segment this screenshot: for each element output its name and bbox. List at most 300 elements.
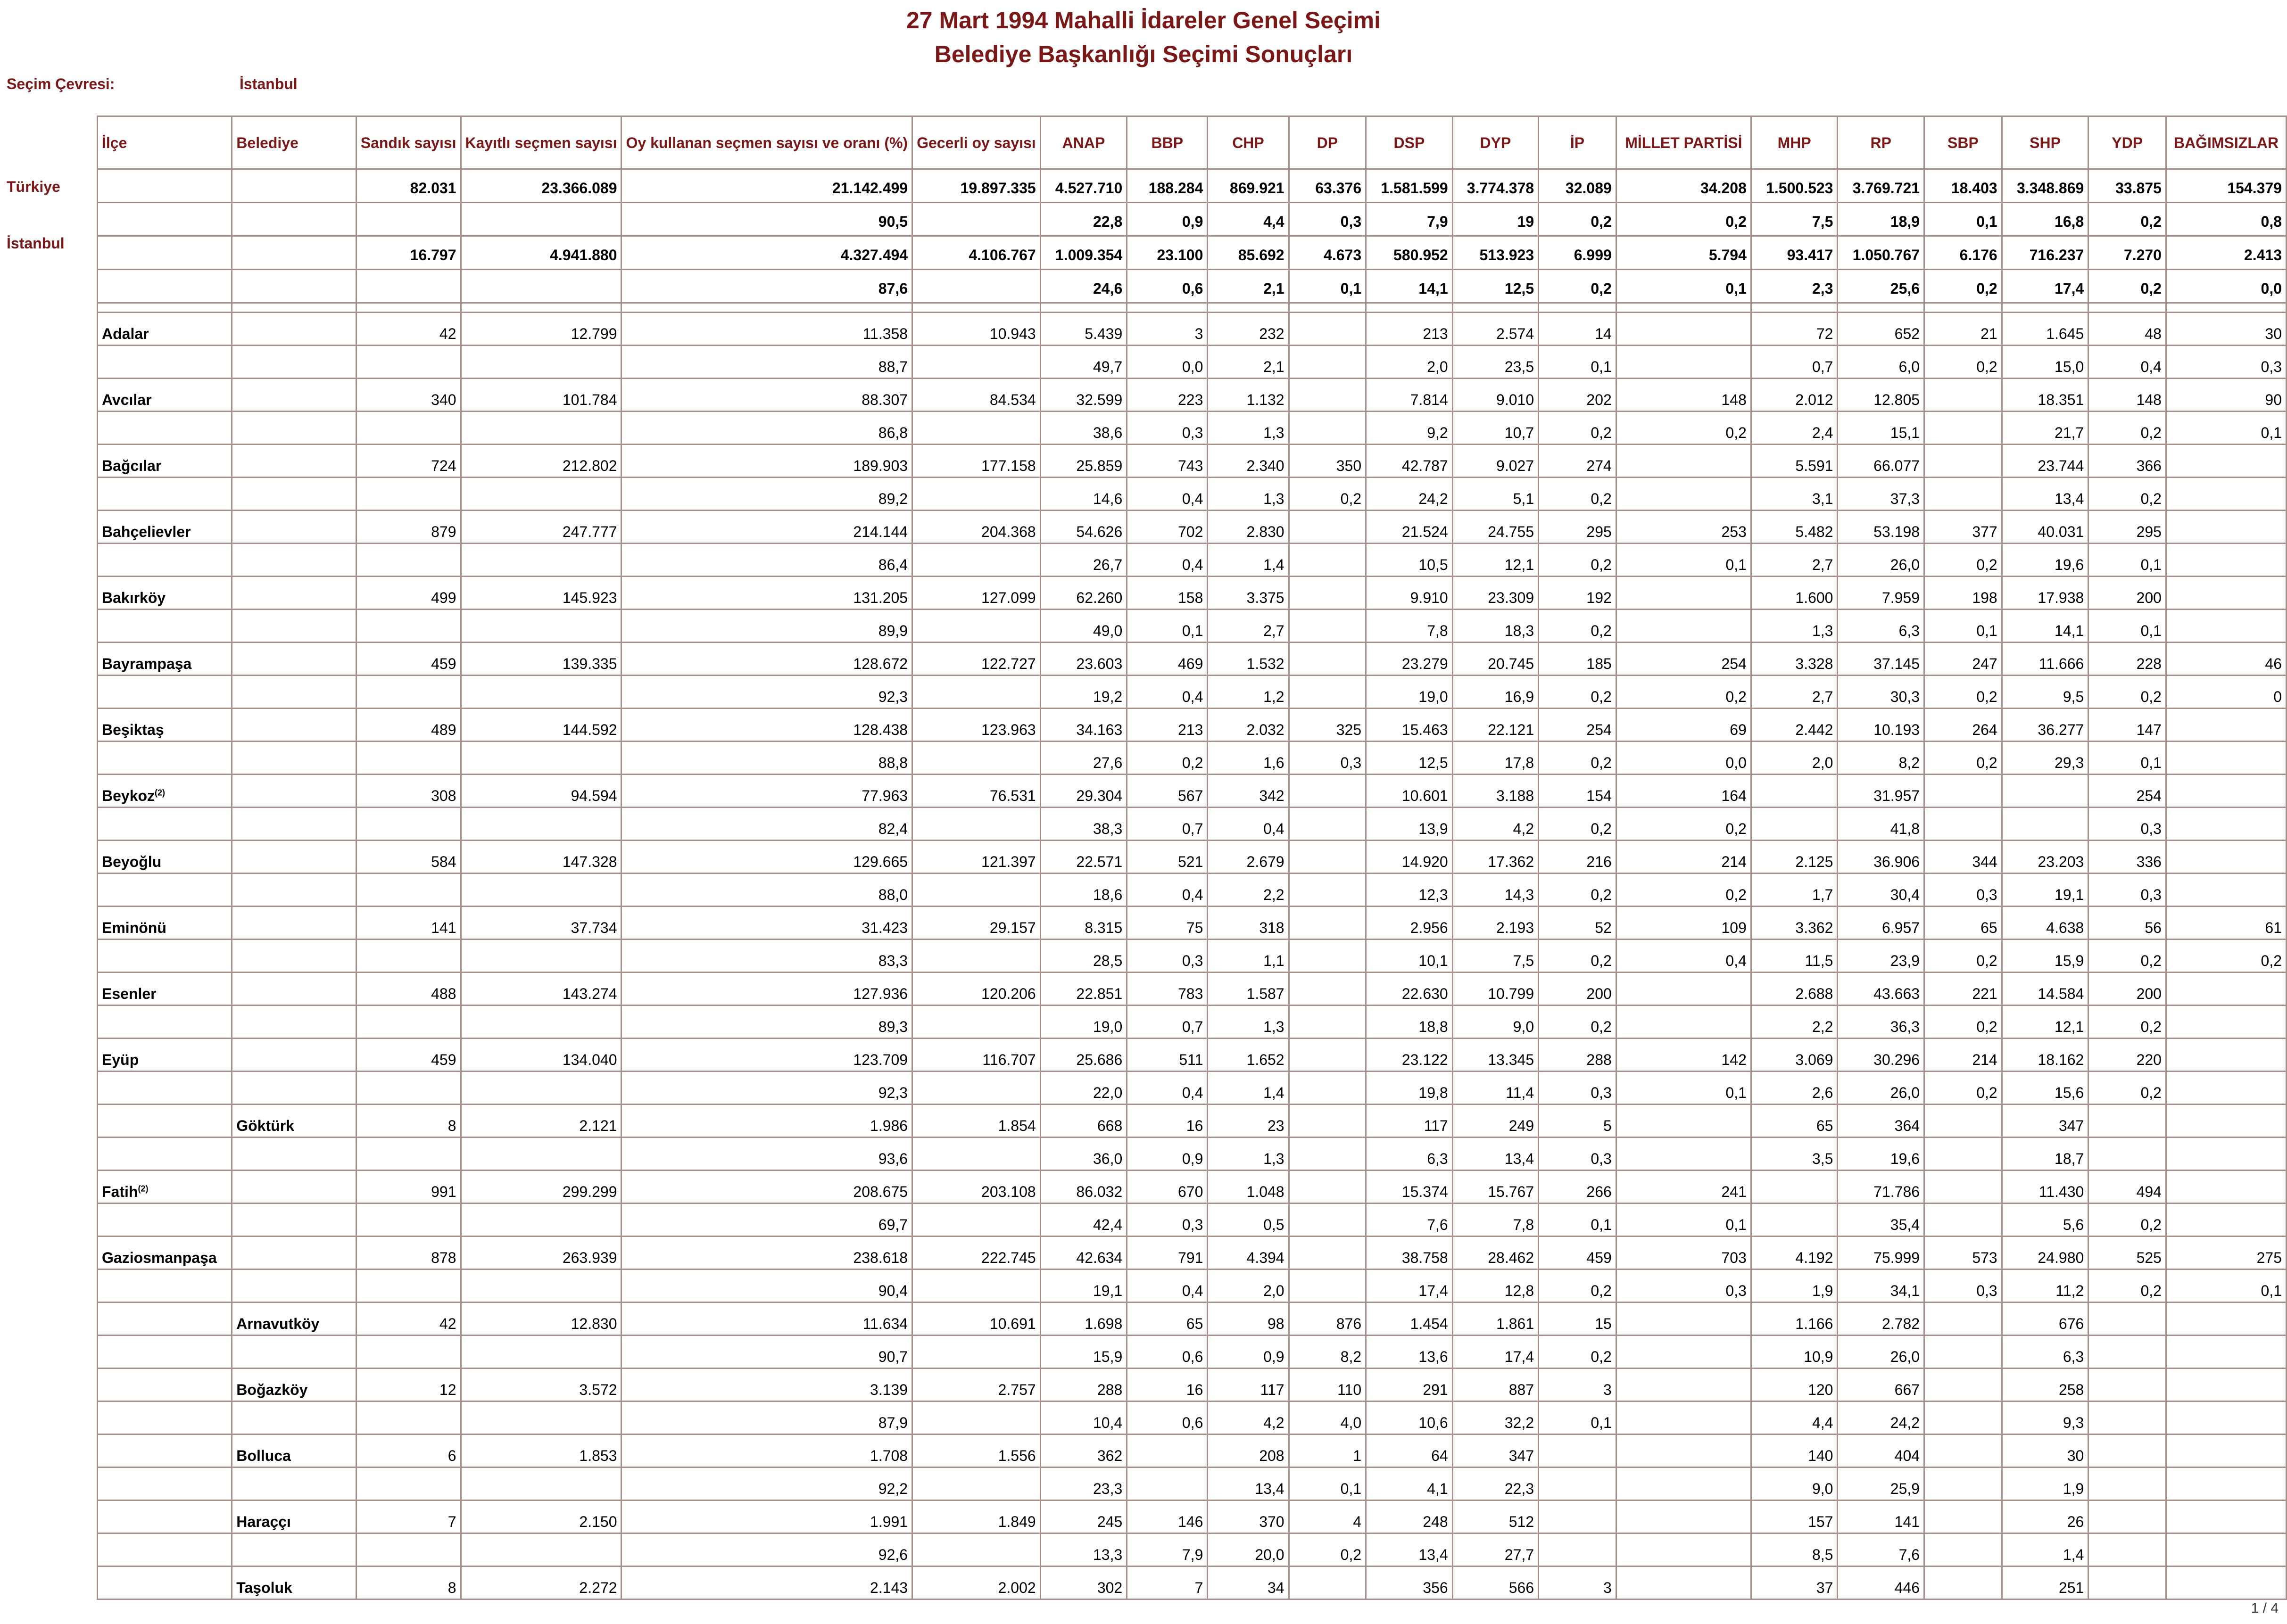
- total-value-cell: 4.327.494: [621, 236, 912, 270]
- percent-cell: 19,0: [1366, 676, 1453, 709]
- count-cell: 122.727: [912, 643, 1041, 676]
- count-cell: 2.012: [1751, 379, 1838, 412]
- percent-cell: 0,2: [1289, 478, 1366, 511]
- count-cell: 667: [1838, 1368, 1924, 1401]
- count-cell: [2166, 1105, 2286, 1138]
- count-cell: 117: [1366, 1105, 1453, 1138]
- count-cell: 325: [1289, 709, 1366, 742]
- column-header: BAĞIMSIZLAR: [2166, 116, 2286, 169]
- percent-cell: 8,5: [1751, 1533, 1838, 1566]
- count-cell: 254: [1539, 709, 1616, 742]
- empty-cell: [98, 940, 232, 973]
- percent-cell: 0,4: [1127, 544, 1208, 577]
- municipality-name-cell: Taşoluk: [232, 1566, 356, 1599]
- total-value-cell: [232, 203, 356, 236]
- count-cell: 23.603: [1040, 643, 1127, 676]
- count-cell: 86.032: [1040, 1171, 1127, 1204]
- total-value-cell: [98, 270, 232, 303]
- percent-cell: 0,4: [2088, 346, 2166, 379]
- count-cell: 142: [1616, 1039, 1751, 1072]
- percent-cell: 19,8: [1366, 1072, 1453, 1105]
- percent-cell: 27,7: [1452, 1533, 1538, 1566]
- percent-cell: 86,8: [621, 412, 912, 445]
- count-cell: 202: [1539, 379, 1616, 412]
- percent-cell: 0,2: [2088, 1270, 2166, 1302]
- percent-cell: 0,4: [1127, 1270, 1208, 1302]
- percent-cell: 0,1: [1289, 1467, 1366, 1500]
- count-cell: [1616, 1434, 1751, 1467]
- percent-cell: 83,3: [621, 940, 912, 973]
- percent-cell: 0,2: [1289, 1533, 1366, 1566]
- count-cell: 25.686: [1040, 1039, 1127, 1072]
- spacer-cell: [1127, 303, 1208, 313]
- district-counts-row: [98, 1368, 2287, 1401]
- count-cell: [2166, 1368, 2286, 1401]
- percent-cell: [356, 1335, 461, 1368]
- count-cell: 1.854: [912, 1105, 1041, 1138]
- total-value-cell: 3.348.869: [2002, 169, 2088, 203]
- district-counts-row: [98, 1500, 2287, 1533]
- percent-cell: [1289, 676, 1366, 709]
- district-name-cell: [98, 313, 232, 346]
- count-cell: 17.362: [1452, 841, 1538, 874]
- percent-cell: 18,7: [2002, 1138, 2088, 1171]
- district-name-cell: [98, 1171, 232, 1204]
- count-cell: 10.799: [1452, 973, 1538, 1006]
- district-name-cell: [98, 643, 232, 676]
- percent-cell: 0,2: [1924, 1072, 2002, 1105]
- percent-cell: 0,7: [1127, 1006, 1208, 1039]
- count-cell: 7.959: [1838, 577, 1924, 610]
- percent-cell: 6,3: [1366, 1138, 1453, 1171]
- municipality-name-cell: [232, 445, 356, 478]
- count-cell: 75: [1127, 907, 1208, 940]
- percent-cell: [2002, 808, 2088, 841]
- count-cell: 254: [2088, 775, 2166, 808]
- count-cell: 144.592: [461, 709, 621, 742]
- count-cell: 2.757: [912, 1368, 1041, 1401]
- count-cell: [2166, 1302, 2286, 1335]
- count-cell: [1539, 1500, 1616, 1533]
- count-cell: [1289, 1237, 1366, 1270]
- percent-cell: 15,0: [2002, 346, 2088, 379]
- count-cell: 214: [1616, 841, 1751, 874]
- count-cell: 192: [1539, 577, 1616, 610]
- municipality-name-cell: [232, 313, 356, 346]
- empty-cell: [98, 1533, 232, 1566]
- percent-cell: [1616, 1533, 1751, 1566]
- percent-cell: [912, 676, 1041, 709]
- percent-cell: [461, 1204, 621, 1237]
- percent-cell: 0,1: [1924, 610, 2002, 643]
- count-cell: [2088, 1105, 2166, 1138]
- count-cell: 254: [1616, 643, 1751, 676]
- count-cell: [2166, 577, 2286, 610]
- percent-cell: 18,6: [1040, 874, 1127, 907]
- count-cell: 17.938: [2002, 577, 2088, 610]
- total-value-cell: 34.208: [1616, 169, 1751, 203]
- empty-cell: [98, 478, 232, 511]
- percent-cell: 0,2: [2088, 940, 2166, 973]
- total-value-cell: 188.284: [1127, 169, 1208, 203]
- count-cell: 5.591: [1751, 445, 1838, 478]
- percent-cell: [356, 874, 461, 907]
- percent-cell: [356, 1006, 461, 1039]
- percent-cell: 92,3: [621, 676, 912, 709]
- district-name-cell: [98, 1302, 232, 1335]
- total-value-cell: [98, 203, 232, 236]
- count-cell: 146: [1127, 1500, 1208, 1533]
- district-percents-row: [98, 676, 2287, 709]
- column-header: Kayıtlı seçmen sayısı: [461, 116, 621, 169]
- count-cell: 584: [356, 841, 461, 874]
- district-counts-row: [98, 1302, 2287, 1335]
- percent-cell: 0,9: [1208, 1335, 1289, 1368]
- percent-cell: 7,5: [1452, 940, 1538, 973]
- percent-cell: 0,2: [1539, 676, 1616, 709]
- count-cell: 76.531: [912, 775, 1041, 808]
- count-cell: 258: [2002, 1368, 2088, 1401]
- empty-cell: [232, 808, 356, 841]
- percent-cell: 8,2: [1289, 1335, 1366, 1368]
- district-name-cell: [98, 379, 232, 412]
- percent-cell: [1616, 478, 1751, 511]
- count-cell: 1.853: [461, 1434, 621, 1467]
- district-percents-row: [98, 1335, 2287, 1368]
- count-cell: 15.463: [1366, 709, 1453, 742]
- percent-cell: 0,2: [2088, 1072, 2166, 1105]
- percent-cell: [2166, 1138, 2286, 1171]
- empty-cell: [98, 346, 232, 379]
- total-label-turkiye: Türkiye: [7, 178, 60, 195]
- percent-cell: [356, 1533, 461, 1566]
- percent-cell: 13,4: [2002, 478, 2088, 511]
- count-cell: [1751, 1171, 1838, 1204]
- count-cell: 2.574: [1452, 313, 1538, 346]
- percent-cell: [912, 1006, 1041, 1039]
- total-value-cell: 4,4: [1208, 203, 1289, 236]
- percent-cell: 12,1: [1452, 544, 1538, 577]
- percent-cell: 1,9: [2002, 1467, 2088, 1500]
- percent-cell: 29,3: [2002, 742, 2088, 775]
- count-cell: 1.652: [1208, 1039, 1289, 1072]
- empty-cell: [232, 1467, 356, 1500]
- district-counts-row: [98, 1566, 2287, 1599]
- footnote-marker: (2): [138, 1184, 149, 1194]
- percent-cell: 87,9: [621, 1401, 912, 1434]
- total-value-cell: 0,2: [1616, 203, 1751, 236]
- percent-cell: 7,8: [1366, 610, 1453, 643]
- count-cell: [1539, 1434, 1616, 1467]
- percent-cell: [461, 412, 621, 445]
- district-name: Esenler: [102, 985, 157, 1002]
- percent-cell: 32,2: [1452, 1401, 1538, 1434]
- total-value-cell: 7.270: [2088, 236, 2166, 270]
- district-counts-row: [98, 1039, 2287, 1072]
- count-cell: 21: [1924, 313, 2002, 346]
- percent-cell: [1289, 1006, 1366, 1039]
- count-cell: 302: [1040, 1566, 1127, 1599]
- column-header: BBP: [1127, 116, 1208, 169]
- count-cell: 21.524: [1366, 511, 1453, 544]
- total-value-cell: 87,6: [621, 270, 912, 303]
- percent-cell: [1616, 1138, 1751, 1171]
- district-percents-row: [98, 1072, 2287, 1105]
- count-cell: [2166, 709, 2286, 742]
- percent-cell: [912, 1072, 1041, 1105]
- count-cell: 2.442: [1751, 709, 1838, 742]
- total-value-cell: 2,1: [1208, 270, 1289, 303]
- percent-cell: 2,4: [1751, 412, 1838, 445]
- district-name: Eminönü: [102, 919, 166, 936]
- percent-cell: 0,1: [1616, 544, 1751, 577]
- percent-cell: [2166, 874, 2286, 907]
- district-counts-row: [98, 643, 2287, 676]
- percent-cell: [912, 1270, 1041, 1302]
- count-cell: 370: [1208, 1500, 1289, 1533]
- percent-cell: 0,9: [1127, 1138, 1208, 1171]
- column-header: Gecerli oy sayısı: [912, 116, 1041, 169]
- empty-cell: [98, 412, 232, 445]
- total-value-cell: 5.794: [1616, 236, 1751, 270]
- district-name-cell: [98, 1039, 232, 1072]
- total-value-cell: [232, 169, 356, 203]
- total-value-cell: 0,0: [2166, 270, 2286, 303]
- count-cell: 1.849: [912, 1500, 1041, 1533]
- count-cell: 141: [356, 907, 461, 940]
- count-cell: [1924, 1105, 2002, 1138]
- count-cell: 143.274: [461, 973, 621, 1006]
- count-cell: 24.980: [2002, 1237, 2088, 1270]
- count-cell: 247: [1924, 643, 2002, 676]
- count-cell: 241: [1616, 1171, 1751, 1204]
- district-name-cell: [98, 1368, 232, 1401]
- empty-cell: [98, 808, 232, 841]
- percent-cell: [2166, 544, 2286, 577]
- count-cell: 12: [356, 1368, 461, 1401]
- total-value-cell: 19.897.335: [912, 169, 1041, 203]
- count-cell: [1924, 775, 2002, 808]
- count-cell: 36.277: [2002, 709, 2088, 742]
- empty-cell: [232, 544, 356, 577]
- total-value-cell: [912, 203, 1041, 236]
- percent-cell: 9,0: [1751, 1467, 1838, 1500]
- count-cell: [1289, 775, 1366, 808]
- spacer-cell: [461, 303, 621, 313]
- spacer-cell: [1539, 303, 1616, 313]
- percent-cell: [912, 544, 1041, 577]
- count-cell: 120.206: [912, 973, 1041, 1006]
- count-cell: 6: [356, 1434, 461, 1467]
- percent-cell: [356, 544, 461, 577]
- count-cell: 37.734: [461, 907, 621, 940]
- district-name: Avcılar: [102, 391, 152, 408]
- total-value-cell: [98, 236, 232, 270]
- percent-cell: 0,1: [2088, 544, 2166, 577]
- percent-cell: [1289, 610, 1366, 643]
- count-cell: 216: [1539, 841, 1616, 874]
- count-cell: 128.438: [621, 709, 912, 742]
- count-cell: 783: [1127, 973, 1208, 1006]
- percent-cell: 37,3: [1838, 478, 1924, 511]
- percent-cell: 0,2: [2088, 478, 2166, 511]
- count-cell: 3: [1539, 1566, 1616, 1599]
- percent-cell: 1,3: [1208, 478, 1289, 511]
- count-cell: 2.150: [461, 1500, 621, 1533]
- percent-cell: 17,8: [1452, 742, 1538, 775]
- count-cell: [1289, 577, 1366, 610]
- percent-cell: 92,3: [621, 1072, 912, 1105]
- percent-cell: [2166, 1533, 2286, 1566]
- empty-cell: [232, 412, 356, 445]
- empty-cell: [232, 1533, 356, 1566]
- percent-cell: 4,2: [1208, 1401, 1289, 1434]
- count-cell: 22.630: [1366, 973, 1453, 1006]
- district-name-cell: [98, 1500, 232, 1533]
- count-cell: 248: [1366, 1500, 1453, 1533]
- percent-cell: [1289, 940, 1366, 973]
- percent-cell: [1924, 412, 2002, 445]
- percent-cell: 1,2: [1208, 676, 1289, 709]
- municipality-name-cell: [232, 1039, 356, 1072]
- district-name-cell: [98, 973, 232, 1006]
- percent-cell: [461, 478, 621, 511]
- count-cell: 9.027: [1452, 445, 1538, 478]
- count-cell: 336: [2088, 841, 2166, 874]
- municipality-name-cell: [232, 973, 356, 1006]
- count-cell: 110: [1289, 1368, 1366, 1401]
- count-cell: 20.745: [1452, 643, 1538, 676]
- percent-cell: 0,2: [1539, 412, 1616, 445]
- total-percents-row: [98, 203, 2287, 236]
- district-counts-row: [98, 1237, 2287, 1270]
- percent-cell: 1,9: [1751, 1270, 1838, 1302]
- count-cell: 214: [1924, 1039, 2002, 1072]
- count-cell: 37.145: [1838, 643, 1924, 676]
- district-percents-row: [98, 1006, 2287, 1039]
- count-cell: 245: [1040, 1500, 1127, 1533]
- column-header: ANAP: [1040, 116, 1127, 169]
- percent-cell: 0,2: [1539, 544, 1616, 577]
- count-cell: 31.957: [1838, 775, 1924, 808]
- count-cell: 668: [1040, 1105, 1127, 1138]
- count-cell: 40.031: [2002, 511, 2088, 544]
- percent-cell: 2,7: [1751, 676, 1838, 709]
- percent-cell: 0,3: [1289, 742, 1366, 775]
- district-percents-row: [98, 1204, 2287, 1237]
- count-cell: 25.859: [1040, 445, 1127, 478]
- count-cell: 3.069: [1751, 1039, 1838, 1072]
- percent-cell: 19,0: [1040, 1006, 1127, 1039]
- percent-cell: 69,7: [621, 1204, 912, 1237]
- percent-cell: [912, 412, 1041, 445]
- column-header: YDP: [2088, 116, 2166, 169]
- percent-cell: 15,9: [1040, 1335, 1127, 1368]
- count-cell: 198: [1924, 577, 2002, 610]
- percent-cell: 1,4: [1208, 1072, 1289, 1105]
- document-title: 27 Mart 1994 Mahalli İdareler Genel Seçimi: [906, 7, 1381, 33]
- percent-cell: [1539, 1467, 1616, 1500]
- percent-cell: 25,9: [1838, 1467, 1924, 1500]
- percent-cell: [2088, 1401, 2166, 1434]
- empty-cell: [98, 1006, 232, 1039]
- percent-cell: 24,2: [1838, 1401, 1924, 1434]
- count-cell: 275: [2166, 1237, 2286, 1270]
- table-header-row: [98, 116, 2287, 169]
- percent-cell: 49,7: [1040, 346, 1127, 379]
- count-cell: 879: [356, 511, 461, 544]
- count-cell: 64: [1366, 1434, 1453, 1467]
- percent-cell: 18,3: [1452, 610, 1538, 643]
- percent-cell: 0,3: [1539, 1138, 1616, 1171]
- percent-cell: 13,3: [1040, 1533, 1127, 1566]
- column-header: SHP: [2002, 116, 2088, 169]
- total-value-cell: 14,1: [1366, 270, 1453, 303]
- count-cell: 251: [2002, 1566, 2088, 1599]
- count-cell: [2166, 445, 2286, 478]
- count-cell: 15.374: [1366, 1171, 1453, 1204]
- percent-cell: 23,5: [1452, 346, 1538, 379]
- total-value-cell: 716.237: [2002, 236, 2088, 270]
- count-cell: 459: [1539, 1237, 1616, 1270]
- district-name-cell: [98, 445, 232, 478]
- count-cell: [2088, 1500, 2166, 1533]
- total-value-cell: [912, 270, 1041, 303]
- count-cell: 177.158: [912, 445, 1041, 478]
- count-cell: [1616, 973, 1751, 1006]
- percent-cell: [1751, 1204, 1838, 1237]
- percent-cell: 12,3: [1366, 874, 1453, 907]
- percent-cell: [356, 412, 461, 445]
- percent-cell: 0,3: [2166, 346, 2286, 379]
- count-cell: 347: [1452, 1434, 1538, 1467]
- count-cell: 23.309: [1452, 577, 1538, 610]
- count-cell: 12.805: [1838, 379, 1924, 412]
- percent-cell: 82,4: [621, 808, 912, 841]
- percent-cell: 4,1: [1366, 1467, 1453, 1500]
- percent-cell: 6,3: [2002, 1335, 2088, 1368]
- percent-cell: 2,7: [1208, 610, 1289, 643]
- count-cell: 42.634: [1040, 1237, 1127, 1270]
- spacer-cell: [912, 303, 1041, 313]
- municipality-name-cell: [232, 907, 356, 940]
- total-value-cell: 32.089: [1539, 169, 1616, 203]
- district-name: Bakırköy: [102, 589, 166, 606]
- count-cell: 12.799: [461, 313, 621, 346]
- count-cell: 43.663: [1838, 973, 1924, 1006]
- percent-cell: 0,1: [1616, 1072, 1751, 1105]
- count-cell: [1616, 1368, 1751, 1401]
- count-cell: 29.157: [912, 907, 1041, 940]
- count-cell: 127.099: [912, 577, 1041, 610]
- percent-cell: [461, 940, 621, 973]
- count-cell: 22.571: [1040, 841, 1127, 874]
- count-cell: 1.986: [621, 1105, 912, 1138]
- count-cell: 4.638: [2002, 907, 2088, 940]
- percent-cell: 2,2: [1208, 874, 1289, 907]
- count-cell: 222.745: [912, 1237, 1041, 1270]
- percent-cell: [1616, 1006, 1751, 1039]
- percent-cell: 2,7: [1751, 544, 1838, 577]
- total-value-cell: 7,9: [1366, 203, 1453, 236]
- count-cell: 15.767: [1452, 1171, 1538, 1204]
- count-cell: 13.345: [1452, 1039, 1538, 1072]
- spacer-cell: [98, 303, 232, 313]
- percent-cell: [461, 1401, 621, 1434]
- count-cell: 140: [1751, 1434, 1838, 1467]
- count-cell: 23.744: [2002, 445, 2088, 478]
- percent-cell: 0,4: [1127, 1072, 1208, 1105]
